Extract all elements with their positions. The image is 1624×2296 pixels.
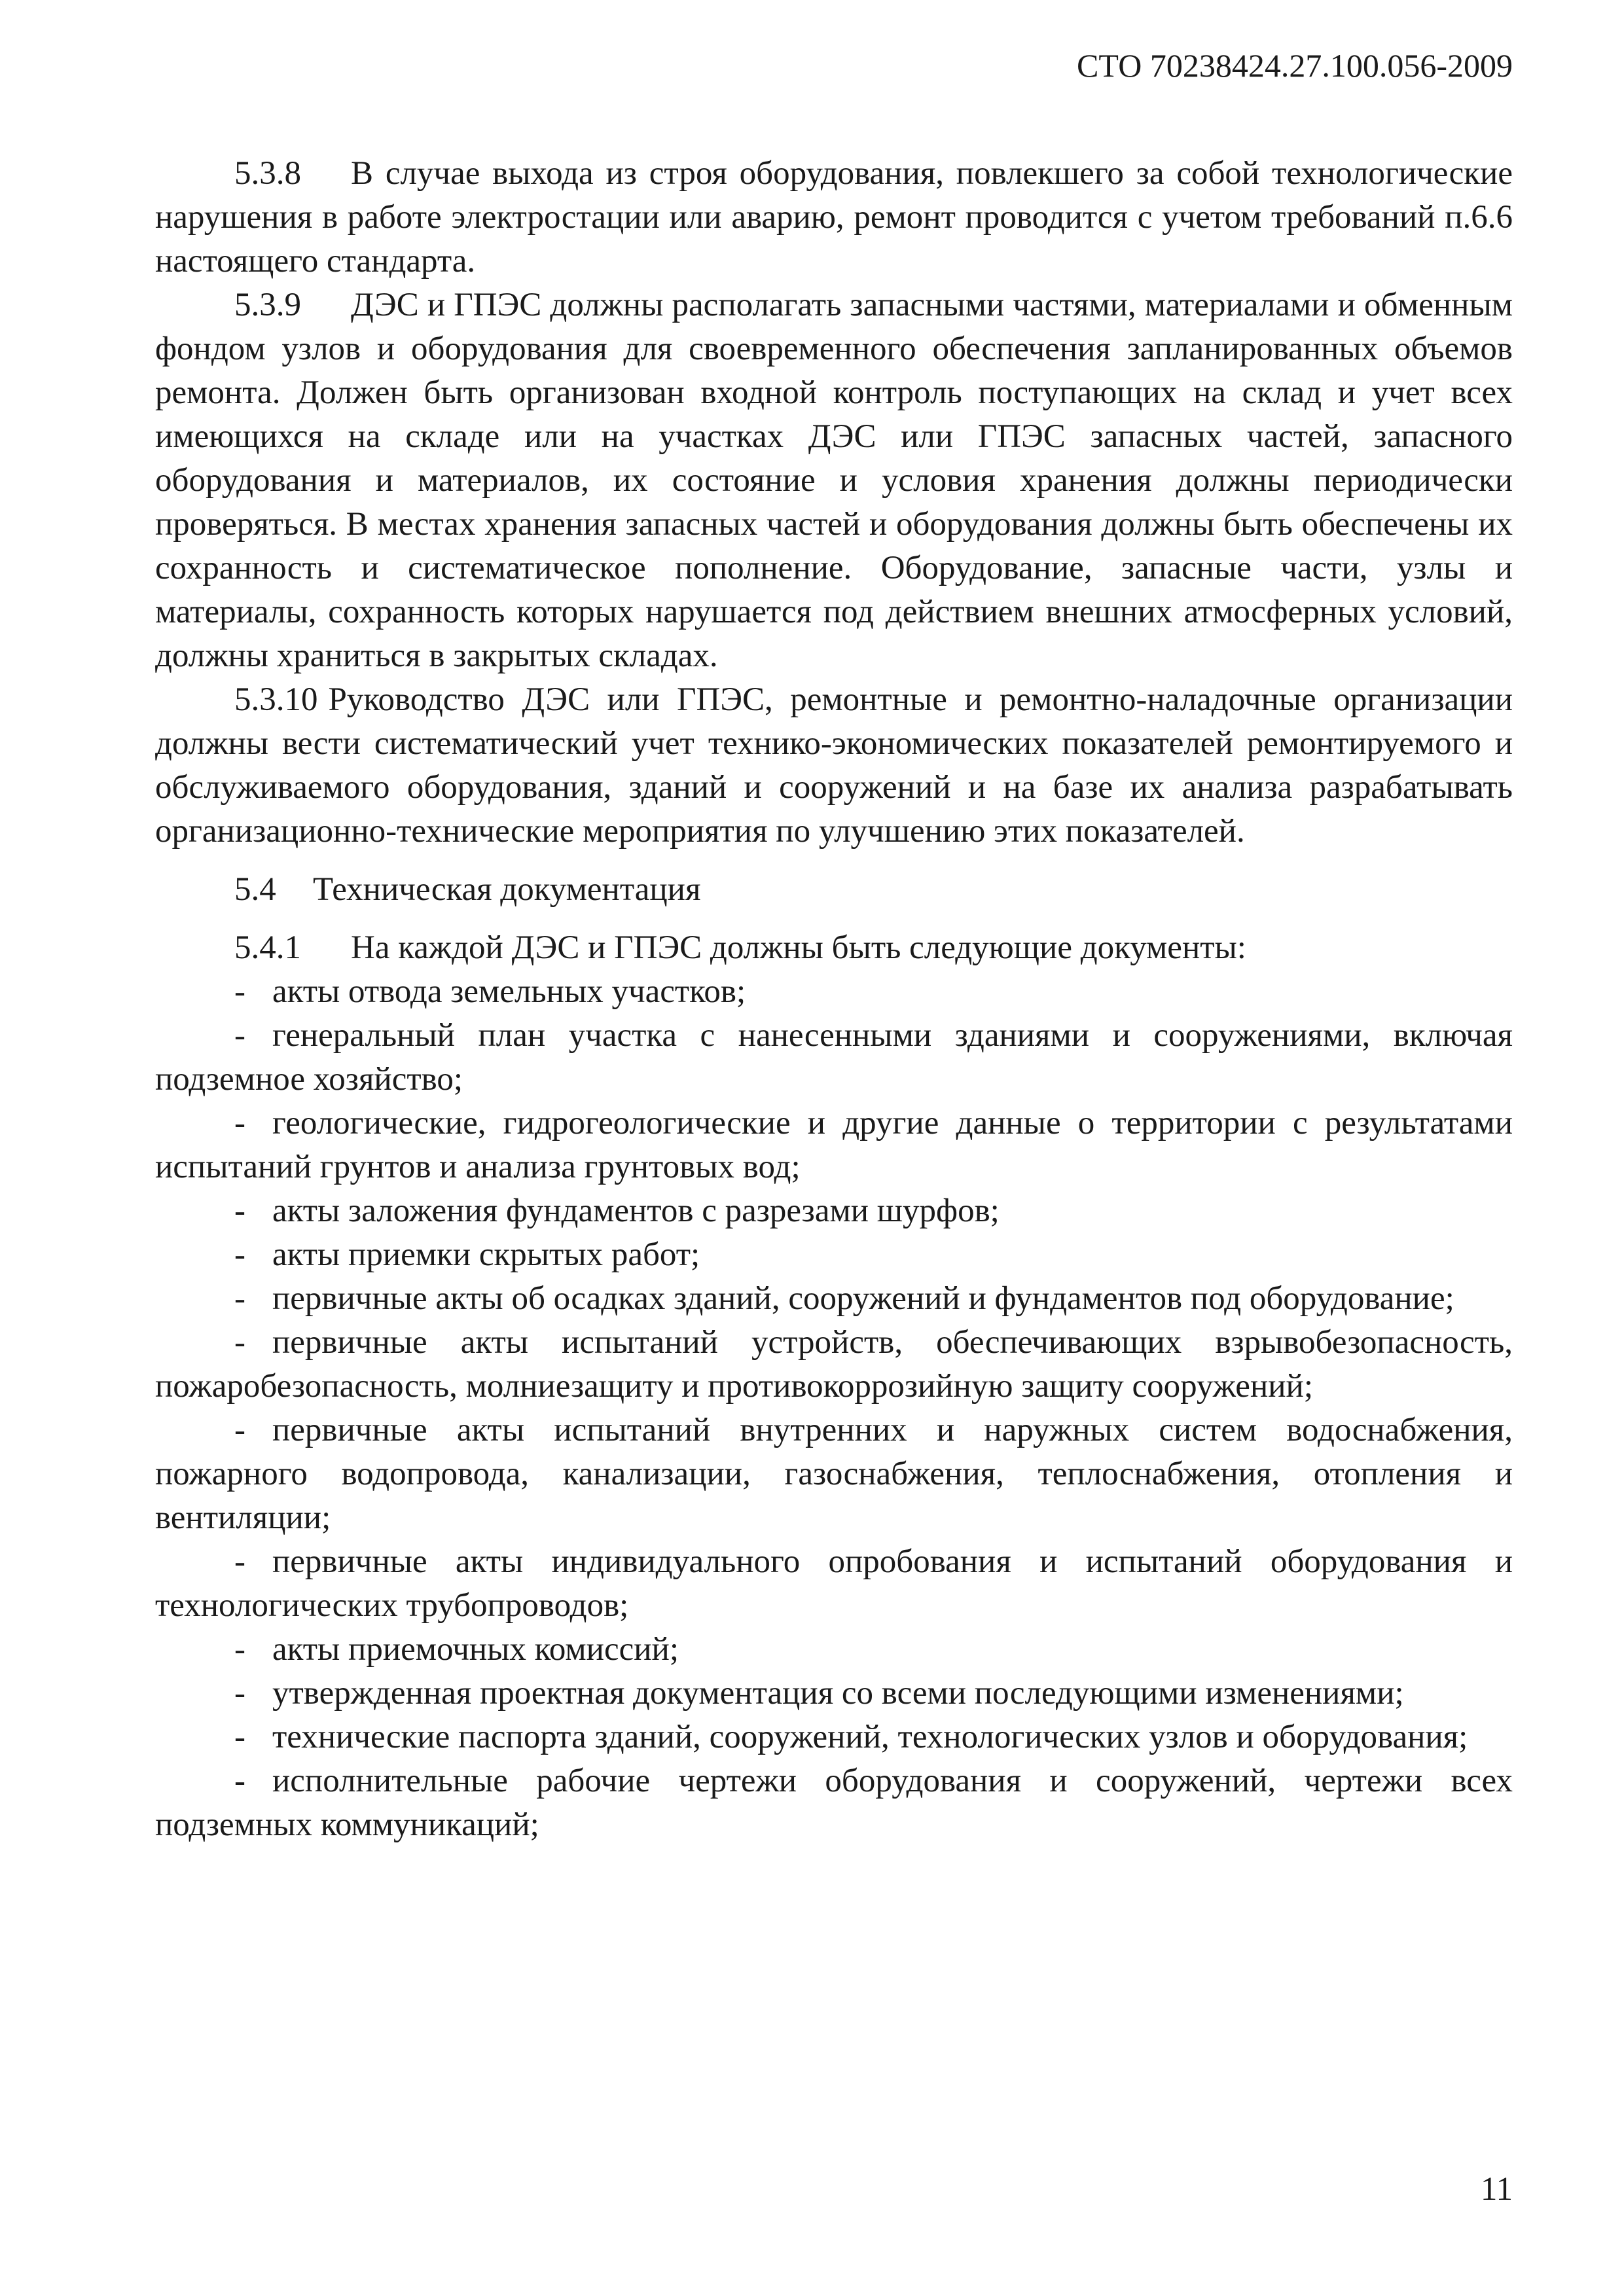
- list-dash: -: [234, 1236, 245, 1273]
- paragraph-5-3-8: [155, 152, 1513, 283]
- list-item-text: технические паспорта зданий, сооружений, технологических узлов и оборудования;: [272, 1719, 1468, 1755]
- list-dash: -: [234, 1675, 245, 1712]
- clause-text: ДЭС и ГПЭС должны располагать запасными частями, материалами и обменным фондом узлов и оборудования для своевременного обеспечения запланированных объемов ремонта. Должен быть организован входной контроль поступающих на склад и учет всех имеющихся на складе или на участках ДЭС или ГПЭС запасных частей, запасного оборудования и материалов, их состояние и условия хранения должны периодически проверяться. В местах хранения запасных частей и оборудования должны быть обеспечены их сохранность и систематическое пополнение. Оборудование, запасные части, узлы и материалы, сохранность которых нарушается под действием внешних атмосферных условий, должны храниться в закрытых складах.: [155, 287, 1513, 674]
- section-title: Техническая документация: [313, 871, 701, 908]
- list-item: [155, 1277, 1513, 1321]
- list-item-text: генеральный план участка с нанесенными зданиями и сооружениями, включая подземное хозяйство;: [155, 1017, 1513, 1098]
- documents-list: [155, 970, 1513, 1847]
- list-item-text: геологические, гидрогеологические и другие данные о территории с результатами испытаний грунтов и анализа грунтовых вод;: [155, 1105, 1513, 1185]
- clause-number: 5.3.10: [234, 681, 318, 718]
- paragraph-5-4-1: [155, 926, 1513, 970]
- list-item-text: первичные акты испытаний внутренних и наружных систем водоснабжения, пожарного водопровода, канализации, газоснабжения, теплоснабжения, отопления и вентиляции;: [155, 1412, 1513, 1536]
- list-item: [155, 1189, 1513, 1233]
- list-dash: -: [234, 1719, 245, 1755]
- list-item: [155, 1540, 1513, 1628]
- document-body: [155, 152, 1513, 1847]
- list-dash: -: [234, 1324, 245, 1361]
- clause-number: 5.4.1: [234, 929, 301, 966]
- list-dash: -: [234, 1412, 245, 1448]
- list-dash: -: [234, 1763, 245, 1799]
- list-item: [155, 1628, 1513, 1672]
- list-item: [155, 1408, 1513, 1540]
- list-item-text: акты приемки скрытых работ;: [272, 1236, 700, 1273]
- clause-text: В случае выхода из строя оборудования, повлекшего за собой технологические нарушения в работе электростации или аварию, ремонт проводится с учетом требований п.6.6 настоящего стандарта.: [155, 155, 1513, 279]
- clause-number: 5.3.8: [234, 155, 301, 192]
- list-item-text: утвержденная проектная документация со всеми последующими изменениями;: [272, 1675, 1404, 1712]
- list-item: [155, 1102, 1513, 1189]
- clause-text: На каждой ДЭС и ГПЭС должны быть следующие документы:: [351, 929, 1246, 966]
- list-item-text: первичные акты испытаний устройств, обеспечивающих взрывобезопасность, пожаробезопасность, молниезащиту и противокоррозийную защиту сооружений;: [155, 1324, 1513, 1405]
- paragraph-5-3-10: [155, 678, 1513, 853]
- list-dash: -: [234, 973, 245, 1010]
- paragraph-5-3-9: [155, 283, 1513, 678]
- list-item: [155, 970, 1513, 1014]
- list-item: [155, 1759, 1513, 1847]
- document-code-header: СТО 70238424.27.100.056-2009: [1077, 47, 1513, 84]
- list-item-text: акты заложения фундаментов с разрезами шурфов;: [272, 1193, 1000, 1229]
- page-number: 11: [1480, 2171, 1513, 2208]
- list-dash: -: [234, 1631, 245, 1668]
- section-heading-5-4: [155, 868, 1513, 912]
- list-item: [155, 1672, 1513, 1715]
- list-item-text: первичные акты об осадках зданий, сооружений и фундаментов под оборудование;: [272, 1280, 1454, 1317]
- list-dash: -: [234, 1280, 245, 1317]
- list-dash: -: [234, 1017, 245, 1054]
- list-item-text: исполнительные рабочие чертежи оборудования и сооружений, чертежи всех подземных коммуникаций;: [155, 1763, 1513, 1843]
- list-item: [155, 1321, 1513, 1408]
- list-item: [155, 1014, 1513, 1102]
- list-item: [155, 1233, 1513, 1277]
- clause-text: Руководство ДЭС или ГПЭС, ремонтные и ремонтно-наладочные организации должны вести систематический учет технико-экономических показателей ремонтируемого и обслуживаемого оборудования, зданий и сооружений и на базе их анализа разрабатывать организационно-технические мероприятия по улучшению этих показателей.: [155, 681, 1513, 850]
- list-item: [155, 1715, 1513, 1759]
- clause-number: 5.3.9: [234, 287, 301, 323]
- list-dash: -: [234, 1105, 245, 1141]
- list-dash: -: [234, 1543, 245, 1580]
- list-item-text: акты приемочных комиссий;: [272, 1631, 679, 1668]
- list-dash: -: [234, 1193, 245, 1229]
- list-item-text: первичные акты индивидуального опробования и испытаний оборудования и технологических трубопроводов;: [155, 1543, 1513, 1624]
- section-number: 5.4: [234, 871, 276, 908]
- list-item-text: акты отвода земельных участков;: [272, 973, 746, 1010]
